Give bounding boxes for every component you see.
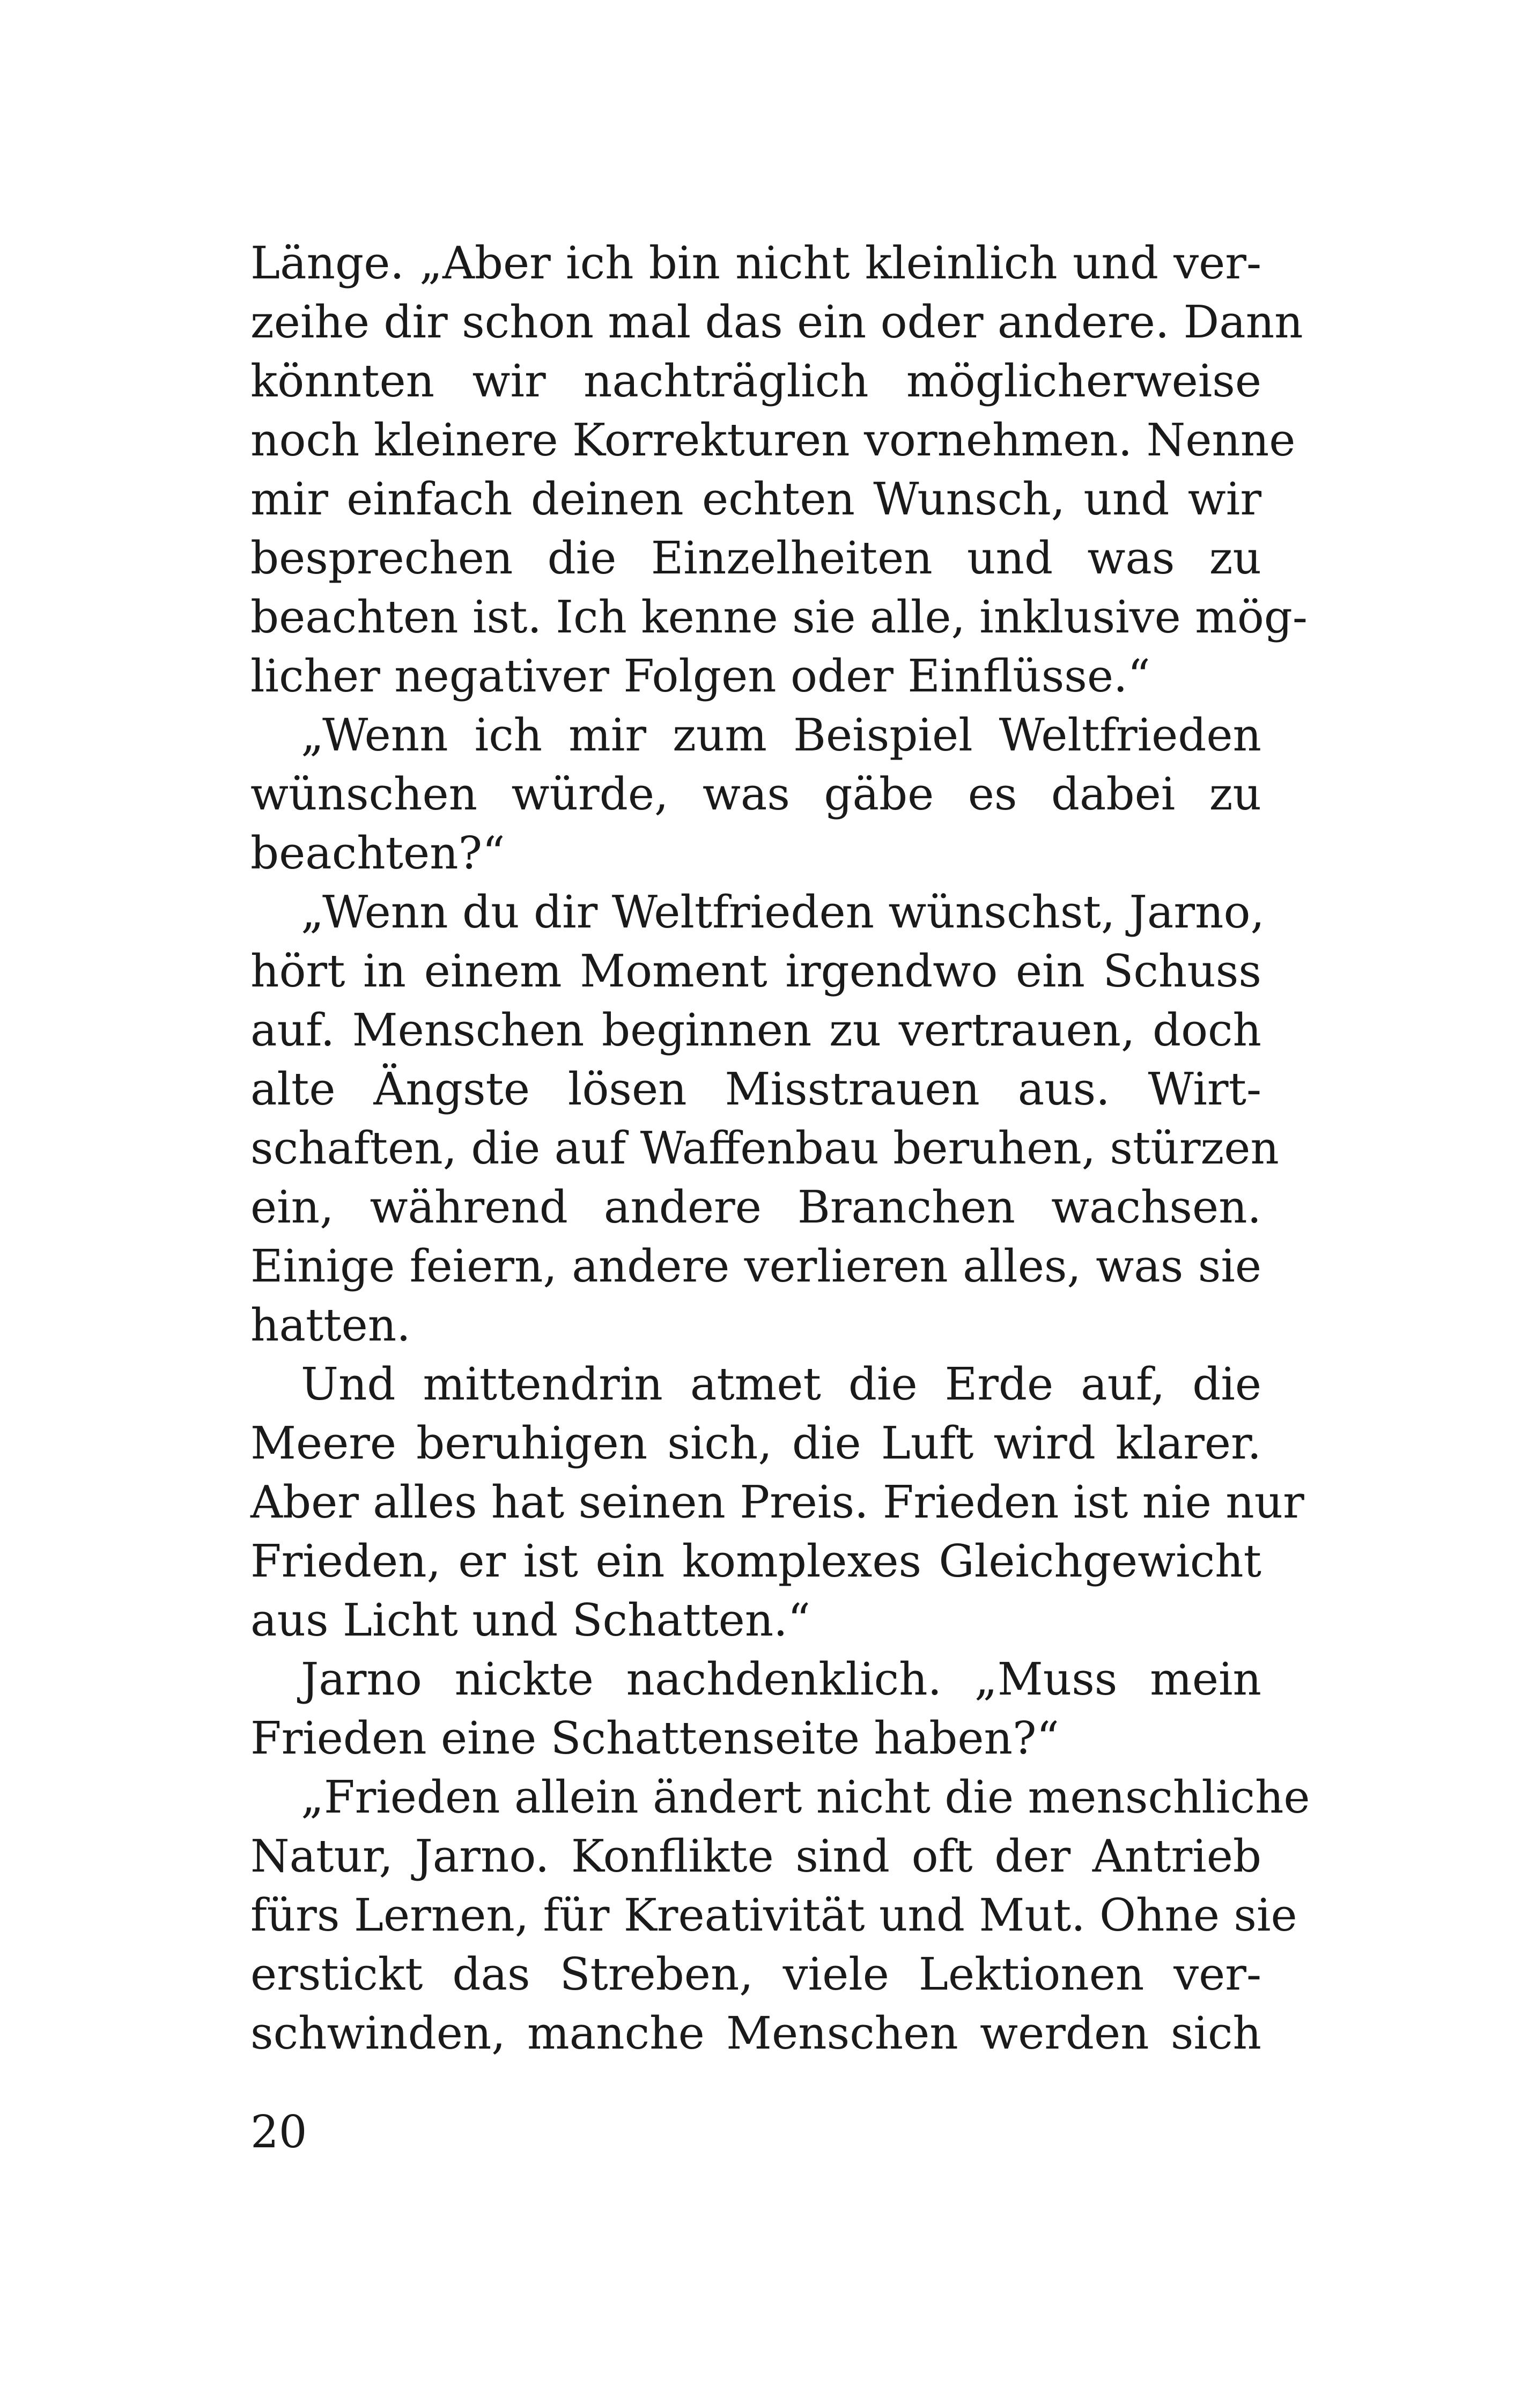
- text-line: schaften, die auf Waffenbau beruhen, stürzen: [250, 1122, 1279, 1174]
- text-line: erstickt das Streben, viele Lektionen ver-: [250, 1948, 1261, 2000]
- text-line: noch kleinere Korrekturen vornehmen. Nenne: [250, 414, 1296, 466]
- text-line: „Wenn du dir Weltfrieden wünschst, Jarno,: [301, 886, 1265, 938]
- text-line: schwinden, manche Menschen werden sich: [250, 2007, 1261, 2059]
- text-line: Meere beruhigen sich, die Luft wird klarer.: [250, 1417, 1261, 1469]
- text-line: auf. Menschen beginnen zu vertrauen, doch: [250, 1004, 1261, 1056]
- text-line: Natur, Jarno. Konflikte sind oft der Antrieb: [250, 1830, 1261, 1882]
- text-line: Einige feiern, andere verlieren alles, was sie: [250, 1240, 1261, 1292]
- text-line: hört in einem Moment irgendwo ein Schuss: [250, 945, 1261, 997]
- text-line: beachten ist. Ich kenne sie alle, inklusive mög-: [250, 591, 1308, 643]
- paragraph-5: [250, 1650, 1261, 1768]
- text-line: besprechen die Einzelheiten und was zu: [250, 532, 1261, 584]
- text-line: Frieden, er ist ein komplexes Gleichgewicht: [250, 1535, 1261, 1587]
- paragraph-2: [250, 706, 1261, 883]
- text-line: aus Licht und Schatten.“: [250, 1594, 811, 1646]
- text-line: ein, während andere Branchen wachsen.: [250, 1181, 1261, 1233]
- text-line: alte Ängste lösen Misstrauen aus. Wirt-: [250, 1063, 1261, 1115]
- page-number: 20: [250, 2106, 307, 2158]
- text-line: fürs Lernen, für Kreativität und Mut. Ohne sie: [250, 1889, 1297, 1941]
- text-line: beachten?“: [250, 827, 505, 879]
- paragraph-1: [250, 234, 1308, 706]
- text-line: hatten.: [250, 1299, 411, 1351]
- text-line: Jarno nickte nachdenklich. „Muss mein: [301, 1653, 1261, 1705]
- paragraph-4: [250, 1355, 1304, 1650]
- text-line: wünschen würde, was gäbe es dabei zu: [250, 768, 1261, 820]
- text-line: Länge. „Aber ich bin nicht kleinlich und ver-: [250, 237, 1261, 289]
- text-line: Aber alles hat seinen Preis. Frieden ist nie nur: [250, 1476, 1304, 1528]
- text-line: licher negativer Folgen oder Einflüsse.“: [250, 650, 1150, 702]
- text-line: Und mittendrin atmet die Erde auf, die: [301, 1358, 1261, 1410]
- text-line: Frieden eine Schattenseite haben?“: [250, 1712, 1059, 1764]
- text-line: zeihe dir schon mal das ein oder andere. Dann: [250, 296, 1303, 348]
- text-line: könnten wir nachträglich möglicherweise: [250, 355, 1261, 407]
- text-line: „Wenn ich mir zum Beispiel Weltfrieden: [301, 709, 1261, 761]
- paragraph-6: [250, 1768, 1310, 2063]
- text-line: mir einfach deinen echten Wunsch, und wir: [250, 473, 1261, 525]
- paragraph-3: [250, 883, 1279, 1355]
- text-line: „Frieden allein ändert nicht die menschliche: [301, 1771, 1310, 1823]
- body-text: [250, 234, 1310, 2063]
